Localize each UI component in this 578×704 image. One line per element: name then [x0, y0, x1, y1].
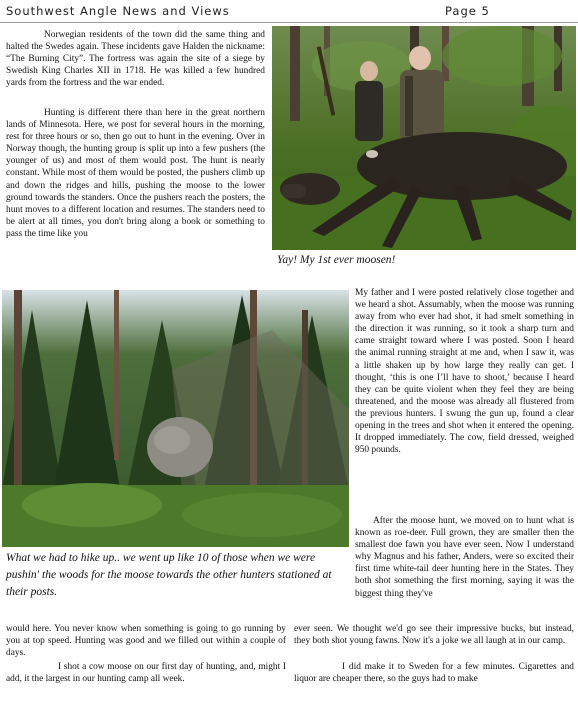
forest-hill-photo: [2, 290, 349, 547]
article-paragraph-2: Hunting is different there than here in the great northern lands of Minnesota. Here, we post for several hours in the morning, rest for three hours or so, then go out to hunt in the evening. Over in Norway though, the hunting group is split up into a few pushers (the younger of us) and most of them would post. The hunt is nearly constant. While most of them would be posted, the pushers climb up and down the ridges and hills, pushing the moose to the lower ground towards the standers. Once the pushers reach the posters, the hunt moves to a different location and resumes. The standers need to be alert at all times, you don't bring along a book or something to pass the time like you: [6, 108, 265, 239]
forest-hill-image: [2, 290, 349, 547]
moose-photo-caption: Yay! My 1st ever moosen!: [277, 254, 396, 266]
moose-hunt-image: [272, 26, 576, 250]
page-number: Page 5: [445, 4, 490, 18]
article-paragraph-3: My father and I were posted relatively close together and we heard a shot. Assumably, when the moose was running away from who ever had shot, it had smelt something in the direction it was running, so it took a sharp turn and came straight toward where I was posted. Soon I heard the animal running straight at me and, when I saw it, was a little shaken up by how large they really can get. I thought, ‘this is one I’ll have to shoot,’ because I heard they can be quite violent when they feel they are being threatened, and the moose was already all flustered from the previous hunters. I swung the gun up, found a clear opening in the trees and shot when it entered the opening. It dropped immediately. The cow, field dressed, weighed 950 pounds.: [355, 288, 574, 456]
article-paragraph-4: After the moose hunt, we moved on to hunt what is known as roe-deer. Full grown, they are smaller then the smallest doe fawn you have ever seen. Now I understand why Magnus and his father, Anders, were so excited their first time white-tail deer hunting here in the States. They both shot something the first morning, saying it was the biggest thing they've: [355, 516, 574, 599]
forest-photo-caption: What we had to hike up.. we went up like 10 of those when we were pushin' the woods for the moose towards the other hunters stationed at their posts.: [6, 552, 332, 598]
article-paragraph-7: ever seen. We thought we'd go see their impressive bucks, but instead, they both shot young fawns. Now it's a joke we all laugh at in our camp.: [294, 624, 574, 647]
article-paragraph-5: would here. You never know when something is going to go running by you at top speed. Hunting was good and we filled out within a couple of days.: [6, 624, 286, 659]
article-paragraph-8: I did make it to Sweden for a few minutes. Cigarettes and liquor are cheaper there, so the guys had to make: [294, 662, 574, 685]
article-paragraph-1: Norwegian residents of the town did the same thing and halted the Swedes again. These incidents gave Halden the nickname: “The Burning City”. The fortress was again the site of a siege by Swedish King Charles XII in 1718. He was killed a few hundred yards from the fortress and the war ended.: [6, 30, 265, 89]
page-header: [0, 0, 578, 23]
article-paragraph-6: I shot a cow moose on our first day of hunting, and, might I add, it the largest in our hunting camp all week.: [6, 662, 286, 685]
moose-hunt-photo: [272, 26, 576, 250]
publication-title: Southwest Angle News and Views: [6, 4, 230, 18]
